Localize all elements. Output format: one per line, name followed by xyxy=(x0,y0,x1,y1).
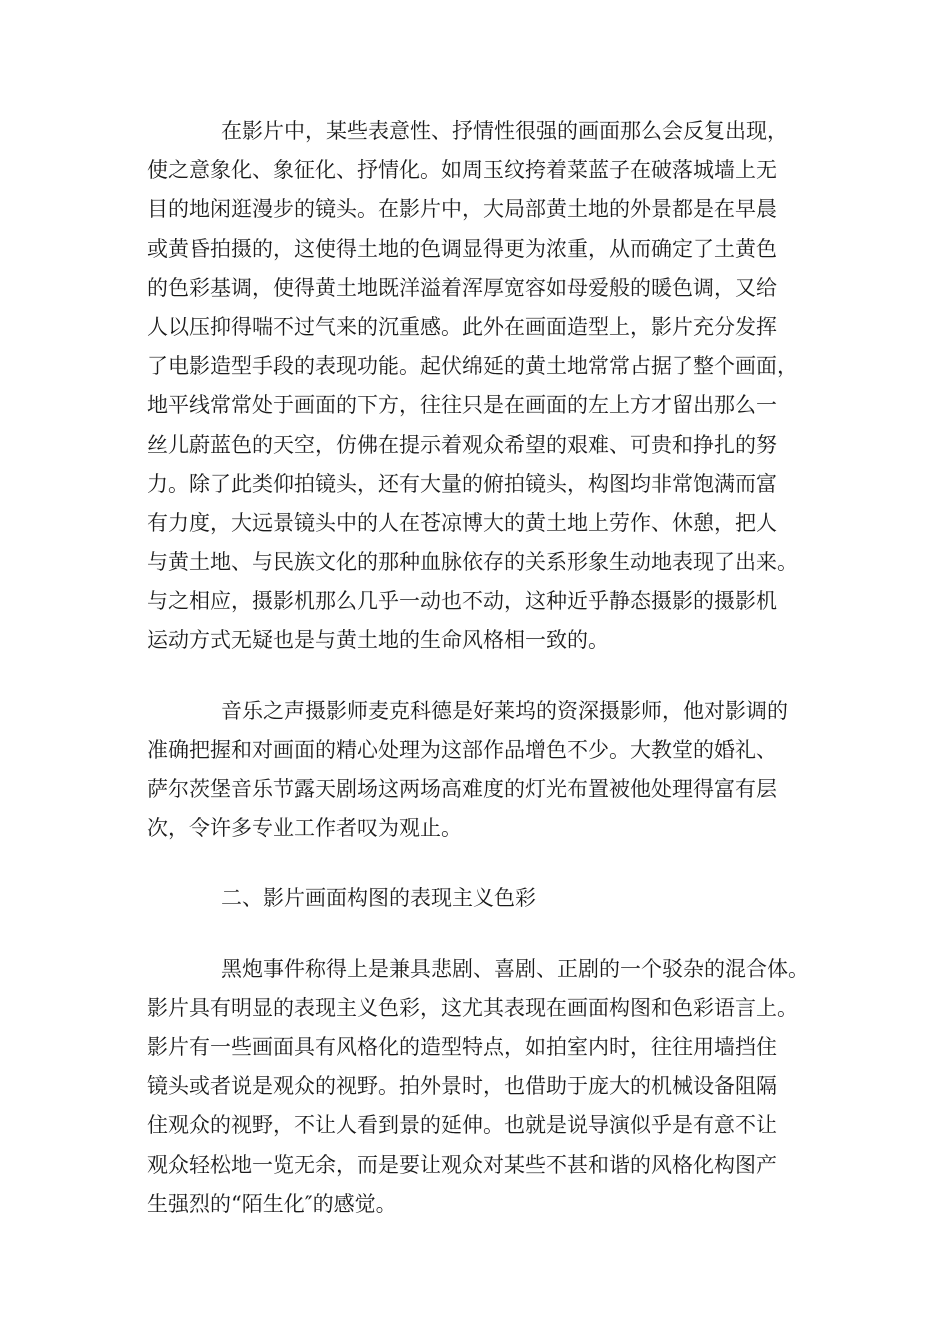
text-line: 准确把握和对画面的精心处理为这部作品增色不少。大教堂的婚礼、 xyxy=(147,737,777,762)
section-heading xyxy=(147,879,817,918)
paragraph-spacer xyxy=(147,919,817,950)
paragraph-spacer xyxy=(147,661,817,692)
text-line: 与之相应，摄影机那么几乎一动也不动，这种近乎静态摄影的摄影机 xyxy=(147,589,777,614)
text-line: 力。除了此类仰拍镜头，还有大量的俯拍镜头，构图均非常饱满而富 xyxy=(147,471,777,496)
text-line: 与黄土地、与民族文化的那种血脉依存的关系形象生动地表现了出来。 xyxy=(147,550,798,575)
text-line: 有力度，大远景镜头中的人在苍凉博大的黄土地上劳作、休憩，把人 xyxy=(147,510,777,535)
text-line: 或黄昏拍摄的，这使得土地的色调显得更为浓重，从而确定了土黄色 xyxy=(147,236,777,261)
paragraph-3 xyxy=(147,950,817,1224)
paragraph-1 xyxy=(147,112,817,661)
text-line: 了电影造型手段的表现功能。起伏绵延的黄土地常常占据了整个画面， xyxy=(147,354,798,379)
heading-line: 二、影片画面构图的表现主义色彩 xyxy=(221,886,536,911)
text-line: 影片具有明显的表现主义色彩，这尤其表现在画面构图和色彩语言上。 xyxy=(147,995,798,1020)
text-line: 使之意象化、象征化、抒情化。如周玉纹挎着菜蓝子在破落城墙上无 xyxy=(147,158,777,183)
text-line: 人以压抑得喘不过气来的沉重感。此外在画面造型上，影片充分发挥 xyxy=(147,314,777,339)
text-line: 丝儿蔚蓝色的天空，仿佛在提示着观众希望的艰难、可贵和挣扎的努 xyxy=(147,432,777,457)
text-line: 生强烈的“陌生化″的感觉。 xyxy=(147,1191,397,1216)
text-line: 镜头或者说是观众的视野。拍外景时，也借助于庞大的机械设备阻隔 xyxy=(147,1074,777,1099)
text-line: 次，令许多专业工作者叹为观止。 xyxy=(147,816,462,841)
text-line: 在影片中，某些表意性、抒情性很强的画面那么会反复出现， xyxy=(221,119,788,143)
text-line: 地平线常常处于画面的下方，往往只是在画面的左上方才留出那么一 xyxy=(147,393,777,418)
text-line: 萨尔茨堡音乐节露天剧场这两场高难度的灯光布置被他处理得富有层 xyxy=(147,777,777,801)
text-line: 目的地闲逛漫步的镜头。在影片中，大局部黄土地的外景都是在早晨 xyxy=(147,197,777,222)
text-line: 的色彩基调，使得黄土地既洋溢着浑厚宽容如母爱般的暖色调，又给 xyxy=(147,275,777,300)
paragraph-spacer xyxy=(147,848,817,879)
text-line: 音乐之声摄影师麦克科德是好莱坞的资深摄影师，他对影调的 xyxy=(221,698,788,723)
text-line: 运动方式无疑也是与黄土地的生命风格相一致的。 xyxy=(147,628,609,653)
text-line: 黑炮事件称得上是兼具悲剧、喜剧、正剧的一个驳杂的混合体。 xyxy=(221,956,809,981)
document-body xyxy=(147,112,817,1224)
text-line: 影片有一些画面具有风格化的造型特点，如拍室内时，往往用墙挡住 xyxy=(147,1034,777,1059)
text-line: 住观众的视野，不让人看到景的延伸。也就是说导演似乎是有意不让 xyxy=(147,1113,777,1138)
paragraph-2 xyxy=(147,692,817,849)
text-line: 观众轻松地一览无余，而是要让观众对某些不甚和谐的风格化构图产 xyxy=(147,1152,777,1177)
